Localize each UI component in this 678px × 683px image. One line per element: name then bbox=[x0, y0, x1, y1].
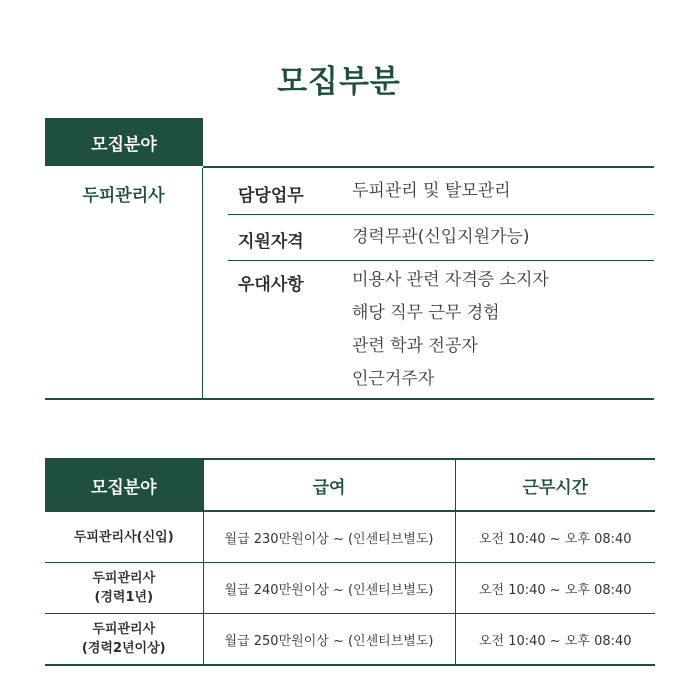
qualification-label: 지원자격 bbox=[238, 232, 304, 252]
hours-cell: 오전 10:40 ~ 오후 08:40 bbox=[455, 614, 655, 666]
section1-top-divider bbox=[203, 166, 654, 168]
duty-value: 두피관리 및 탈모관리 bbox=[352, 181, 511, 201]
preference-item: 미용사 관련 자격증 소지자 bbox=[352, 270, 549, 290]
hours-cell: 오전 10:40 ~ 오후 08:40 bbox=[455, 511, 655, 563]
table-row bbox=[45, 511, 655, 563]
hours-cell: 오전 10:40 ~ 오후 08:40 bbox=[455, 563, 655, 614]
pay-cell: 월급 240만원이상 ~ (인센티브별도) bbox=[203, 563, 455, 614]
pay-cell: 월급 230만원이상 ~ (인센티브별도) bbox=[203, 511, 455, 563]
section1-column-divider bbox=[202, 168, 203, 398]
role-text: 두피관리사 bbox=[92, 571, 156, 586]
recruit-field-name: 두피관리사 bbox=[82, 186, 165, 206]
page-title: 모집부분 bbox=[277, 64, 401, 100]
preference-item: 인근거주자 bbox=[352, 369, 435, 389]
section1-bottom-divider bbox=[45, 398, 654, 400]
pay-cell: 월급 250만원이상 ~ (인센티브별도) bbox=[203, 614, 455, 666]
role-subtext: (경력2년이상) bbox=[81, 641, 166, 656]
table-row bbox=[45, 563, 655, 614]
role-cell bbox=[45, 511, 203, 563]
role-subtext: (경력1년) bbox=[94, 590, 154, 605]
role-text: 두피관리사 bbox=[92, 622, 156, 637]
role-cell bbox=[45, 614, 203, 666]
role-text: 두피관리사(신입) bbox=[73, 529, 174, 545]
column-header-field: 모집분야 bbox=[45, 459, 203, 511]
recruit-table bbox=[45, 458, 655, 666]
recruit-field-header: 모집분야 bbox=[45, 118, 203, 166]
column-header-hours: 근무시간 bbox=[455, 459, 655, 511]
qualification-value: 경력무관(신입지원가능) bbox=[352, 227, 530, 247]
row-divider bbox=[228, 260, 654, 261]
preference-item: 관련 학과 전공자 bbox=[352, 336, 478, 356]
row-divider bbox=[228, 214, 654, 215]
table-row bbox=[45, 614, 655, 666]
table-header-row bbox=[45, 459, 655, 511]
duty-label: 담당업무 bbox=[238, 186, 304, 206]
preference-item: 해당 직무 근무 경험 bbox=[352, 303, 500, 323]
preference-label: 우대사항 bbox=[238, 275, 304, 295]
role-cell bbox=[45, 563, 203, 614]
column-header-pay: 급여 bbox=[203, 459, 455, 511]
